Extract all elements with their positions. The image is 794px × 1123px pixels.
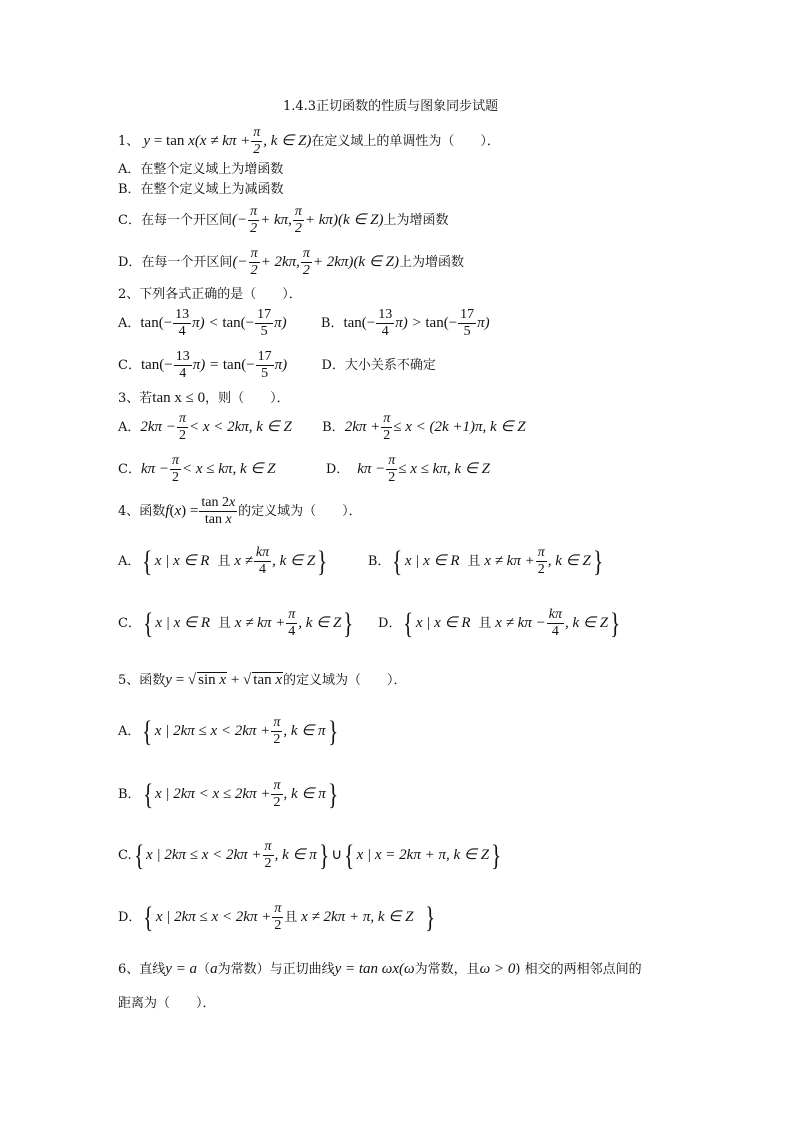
q1-domain-close: , k ∈ Z) [263,133,312,149]
q3-option-d: D． kπ − $\frac{\pi}{2}$ ≤ x ≤ kπ, k ∈ Z [325,453,490,485]
q1-option-b: B．在整个定义域上为减函数 [118,182,284,197]
q4-option-a: A．{ x | x ∈ R 且 x ≠ $\frac{k\pi}{4}$ , k ∈ Z} [118,544,328,578]
q2-option-a: A．tan(− $\frac{13}{4}$ π) < tan(− $\frac{17}{5}$ π) [118,307,287,339]
page-title: 1.4.3正切函数的性质与图象同步试题 [283,99,499,114]
q3-option-c: C．kπ − $\frac{\pi}{2}$ < x ≤ kπ, k ∈ Z [118,453,276,485]
q5-option-d: D．{ x | 2kπ ≤ x < 2kπ + $\frac{\pi}{2}$ 且 x ≠ 2kπ + π, k ∈ Z } [118,900,436,934]
q1-option-a: A．在整个定义域上为增函数 [118,162,284,177]
question-5-stem: 5、函数y = √ sin x + √ tan x的定义域为（ ）． [118,672,407,688]
q2-option-d: D．大小关系不确定 [321,358,436,373]
q1-tail: 在定义域上的单调性为（ ）． [311,134,500,149]
q1-option-c: C．在每一个开区间(− $\frac{\pi}{2}$ + kπ, $\frac{\pi}{2}$ + kπ)(k ∈ Z)上为增函数 [118,204,449,236]
question-2-stem: 2、下列各式正确的是（ ）． [118,287,302,302]
question-3-stem: 3、若tan x ≤ 0，则（ ）． [118,390,290,406]
q4-option-d: D．{ x | x ∈ R 且 x ≠ kπ − $\frac{k\pi}{4}$ , k ∈ Z} [378,606,621,640]
q5-option-b: B．{ x | 2kπ < x ≤ 2kπ + $\frac{\pi}{2}$ , k ∈ π} [118,777,338,811]
q2-row-2 [118,350,436,381]
question-6-line-2: 距离为（ ）． [118,996,216,1011]
q2-option-b: B．tan(− $\frac{13}{4}$ π) > tan(− $\frac{17}{5}$ π) [320,307,490,339]
q1-y: y [143,133,151,149]
q1-option-d: D．在每一个开区间(− $\frac{\pi}{2}$ + 2kπ, $\frac{\pi}{2}$ + 2kπ)(k ∈ Z)上为增函数 [118,246,465,278]
q1-tan: = tan [150,133,189,149]
q1-fraction: $\frac{\pi}{2}$ [253,125,261,157]
q4-row-2 [118,608,622,639]
q3-row-2 [118,454,490,485]
q3-row-1 [118,412,526,443]
q2-row-1 [118,308,490,339]
q1-domain-open: (x ≠ kπ + [194,133,251,149]
q1-x: x [188,133,195,149]
q1-number: 1、 [118,134,140,149]
question-4-stem: 4、函数f(x) = $\frac{\tan 2x}{\text{tan x}}$ 的定义域为（ ）． [118,495,362,527]
question-1-stem [118,126,500,157]
q4-option-b: B．{ x | x ∈ R 且 x ≠ kπ + $\frac{\pi}{2}$ , k ∈ Z} [367,544,604,578]
q4-option-c: C．{ x | x ∈ R 且 x ≠ kπ + $\frac{\pi}{4}$ , k ∈ Z} [118,606,354,640]
q2-option-c: C．tan(− $\frac{13}{4}$ π) = tan(− $\frac{17}{5}$ π) [118,349,288,381]
q5-option-c: C.{ x | 2kπ ≤ x < 2kπ + $\frac{\pi}{2}$ , k ∈ π} ∪{ x | x = 2kπ + π, k ∈ Z} [118,838,502,872]
q4-row-1 [118,546,605,577]
question-6-line-1: 6、直线y = a（a为常数）与正切曲线y = tan ωx(ω为常数，且ω > 0) 相交的两相邻点间的 [118,961,642,977]
q5-option-a: A．{ x | 2kπ ≤ x < 2kπ + $\frac{\pi}{2}$ , k ∈ π} [118,714,338,748]
q3-option-a: A．2kπ − $\frac{\pi}{2}$ < x < 2kπ, k ∈ Z [118,411,292,443]
q3-option-b: B．2kπ + $\frac{\pi}{2}$ ≤ x < (2k +1)π, k ∈ Z [322,411,526,443]
